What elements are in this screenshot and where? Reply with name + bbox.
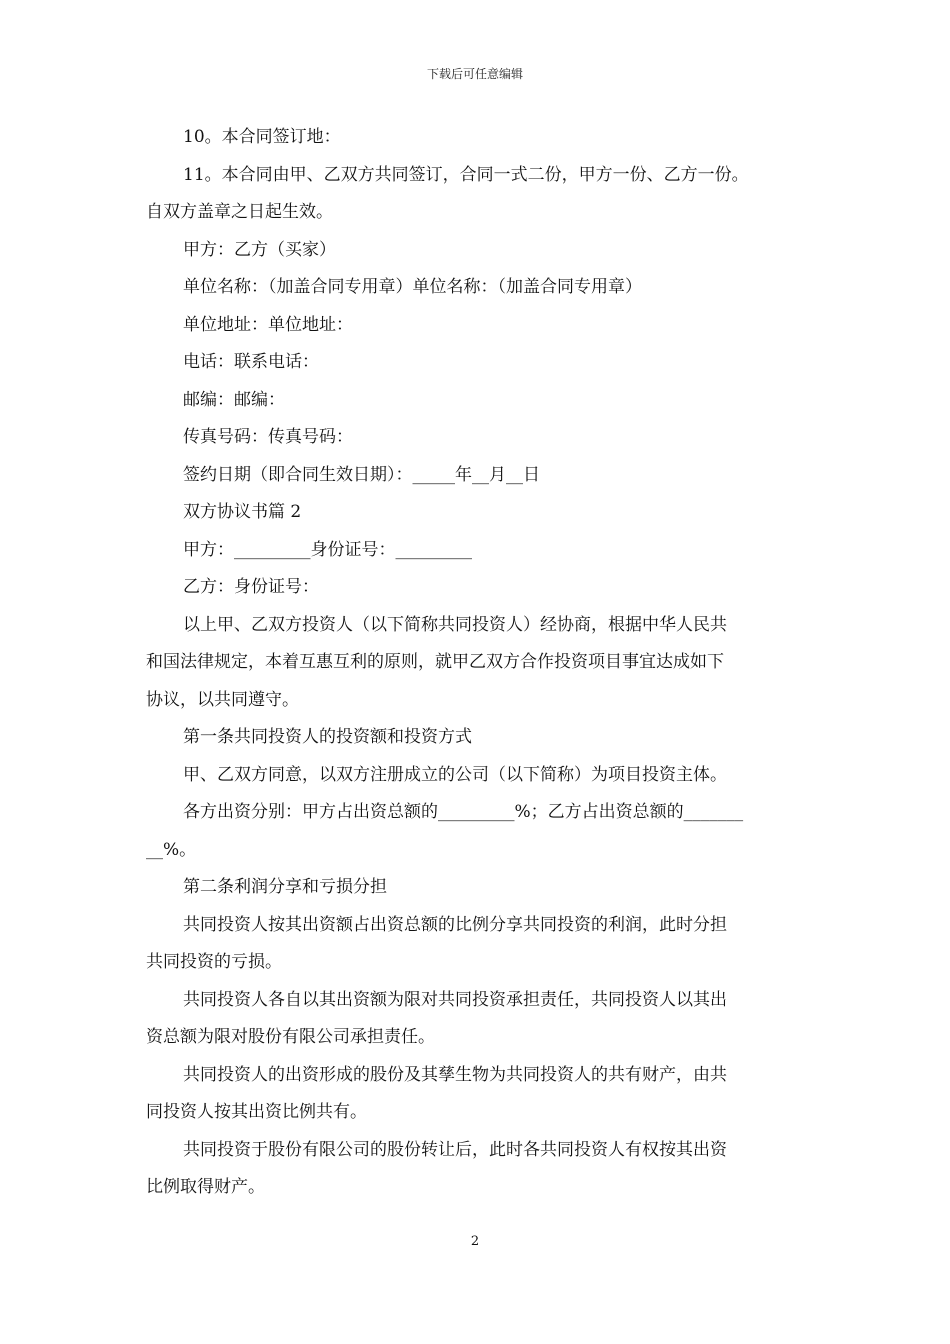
text-line: 以上甲、乙双方投资人（以下简称共同投资人）经协商，根据中华人民共 [183, 614, 727, 635]
text-line: 第一条共同投资人的投资额和投资方式 [183, 727, 472, 747]
text-line: 11。本合同由甲、乙双方共同签订，合同一式二份，甲方一份、乙方一份。 [183, 164, 749, 185]
document-body [146, 119, 810, 1207]
text-line: 传真号码：传真号码： [183, 427, 353, 447]
text-line: 双方协议书篇 2 [183, 502, 302, 522]
text-line: 单位地址：单位地址： [183, 314, 353, 335]
text-line: 同投资人按其出资比例共有。 [146, 1102, 367, 1122]
text-line: 签约日期（即合同生效日期）：_____年__月__日 [183, 464, 540, 485]
text-line: 单位名称：（加盖合同专用章）单位名称：（加盖合同专用章） [183, 277, 642, 297]
text-line: 共同投资的亏损。 [146, 952, 282, 972]
text-line: 甲方：_________身份证号：_________ [183, 539, 472, 560]
text-line: 乙方：身份证号： [183, 577, 319, 597]
text-line: 10。本合同签订地： [183, 127, 341, 147]
page-header: 下载后可任意编辑 [426, 67, 523, 81]
text-line: 共同投资人按其出资额占出资总额的比例分享共同投资的利润，此时分担 [183, 914, 727, 935]
text-line: 资总额为限对股份有限公司承担责任。 [146, 1027, 435, 1047]
text-line: 邮编：邮编： [183, 389, 285, 410]
text-line: 共同投资人各自以其出资额为限对共同投资承担责任，共同投资人以其出 [183, 989, 727, 1010]
text-line: 和国法律规定，本着互惠互利的原则，就甲乙双方合作投资项目事宜达成如下 [146, 652, 724, 672]
text-line: 甲方：乙方（买家） [183, 239, 336, 260]
text-line: 甲、乙双方同意，以双方注册成立的公司（以下简称）为项目投资主体。 [183, 764, 727, 785]
text-line: 共同投资于股份有限公司的股份转让后，此时各共同投资人有权按其出资 [183, 1139, 727, 1160]
text-line: 第二条利润分享和亏损分担 [183, 877, 387, 897]
text-line: 各方出资分别：甲方占出资总额的_________%；乙方占出资总额的_______ [183, 802, 744, 822]
text-line: 比例取得财产。 [146, 1177, 265, 1197]
text-line: 协议，以共同遵守。 [146, 689, 299, 710]
page-number: 2 [470, 1234, 480, 1249]
text-line: 电话：联系电话： [183, 352, 319, 372]
text-line: 自双方盖章之日起生效。 [146, 202, 333, 222]
text-line: 共同投资人的出资形成的股份及其孳生物为共同投资人的共有财产，由共 [183, 1064, 727, 1085]
text-line: __%。 [146, 839, 197, 860]
